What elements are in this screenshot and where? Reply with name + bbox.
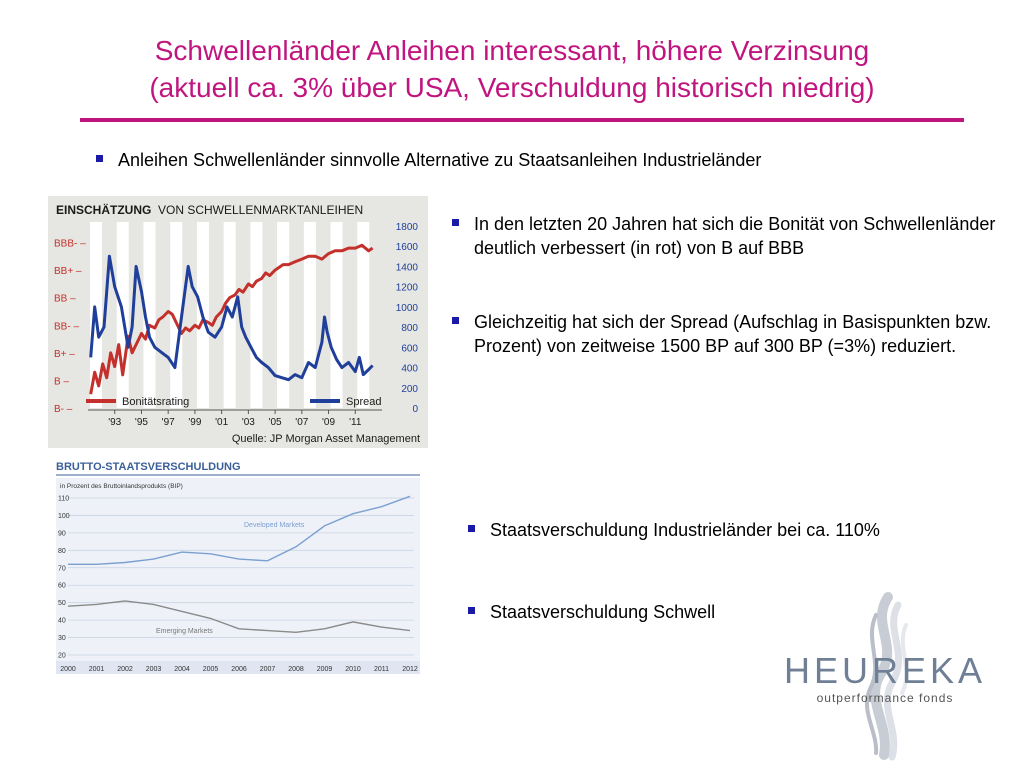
chart1-x-tick-label: '95 — [134, 417, 148, 428]
chart2-y-tick-label: 30 — [58, 635, 66, 643]
chart2-x-tick-label: 2003 — [145, 666, 162, 673]
rating-spread-chart — [48, 196, 428, 448]
chart1-right-tick-label: 800 — [401, 323, 418, 335]
chart2-x-tick-label: 2012 — [402, 666, 418, 673]
chart1-x-tick-label: '97 — [161, 417, 175, 428]
gross-debt-chart — [48, 456, 422, 678]
chart1-x-tick-label: '07 — [295, 417, 309, 428]
slide-title — [0, 32, 1024, 106]
chart1-band — [250, 222, 262, 408]
slide-title-line2: (aktuell ca. 3% über USA, Verschuldung historisch niedrig) — [149, 72, 875, 103]
chart1-title-rest: VON SCHWELLENMARKTANLEIHEN — [158, 203, 364, 217]
chart1-x-tick-label: '05 — [268, 417, 282, 428]
bullet-square-icon — [452, 219, 459, 226]
chart1-right-tick-label: 400 — [401, 363, 418, 375]
bullet-rating — [452, 212, 1002, 260]
chart2-title: BRUTTO-STAATSVERSCHULDUNG — [56, 461, 241, 473]
bullet-spread-text: Gleichzeitig hat sich der Spread (Aufschlag in Basispunkten bzw. Prozent) von zeitweise 1500 BP auf 300 BP (=3%) reduziert. — [474, 312, 992, 356]
chart2-y-tick-label: 60 — [58, 582, 66, 590]
chart1-right-tick-label: 600 — [401, 343, 418, 355]
chart1-title-bold: EINSCHÄTZUNG — [56, 203, 152, 217]
chart1-left-tick-label: BB – — [54, 293, 76, 305]
chart1-left-tick-label: BBB- – — [54, 238, 86, 250]
bullet-square-icon — [468, 607, 475, 614]
bullet-debt-emerging-text: Staatsverschuldung Schwell — [490, 602, 716, 622]
bullet-square-icon — [96, 155, 103, 162]
chart1-right-tick-label: 1400 — [395, 262, 418, 274]
chart1-right-tick-label: 1600 — [395, 242, 418, 254]
bullet-spread — [452, 310, 1002, 358]
chart1-x-tick-label: '99 — [188, 417, 202, 428]
chart1-right-tick-label: 1200 — [395, 282, 418, 294]
series-label-developed-markets: Developed Markets — [244, 522, 305, 529]
chart1-x-tick-label: '03 — [241, 417, 255, 428]
chart1-left-axis — [54, 239, 86, 415]
heureka-logo-svg — [780, 585, 990, 765]
chart1-right-tick-label: 1000 — [395, 302, 418, 314]
heureka-logo — [780, 585, 990, 765]
chart2-y-tick-label: 100 — [58, 512, 70, 520]
bullet-debt-developed-text: Staatsverschuldung Industrieländer bei ca. 110% — [490, 520, 880, 540]
chart2-x-tick-label: 2006 — [231, 666, 247, 673]
chart2-x-tick-label: 2005 — [202, 666, 219, 673]
chart2-x-axis — [56, 661, 420, 674]
rating-spread-chart-svg — [48, 196, 428, 448]
legend-label-spread: Spread — [346, 396, 382, 408]
bullet-top — [96, 148, 996, 172]
chart2-plot-bg — [56, 478, 420, 674]
chart2-x-tick-label: 2002 — [117, 666, 133, 673]
chart1-right-tick-label: 0 — [412, 404, 418, 415]
bullet-square-icon — [468, 525, 475, 532]
chart1-left-tick-label: BB+ – — [54, 266, 82, 278]
chart1-right-tick-label: 200 — [401, 383, 418, 395]
chart1-left-tick-label: B – — [54, 376, 70, 388]
chart1-x-axis — [88, 410, 382, 428]
chart2-x-tick-label: 2010 — [345, 666, 361, 673]
legend-label-bonitaetsrating: Bonitätsrating — [122, 396, 190, 408]
chart1-x-tick-label: '09 — [322, 417, 336, 428]
chart2-y-tick-label: 80 — [58, 547, 66, 555]
series-label-emerging-markets: Emerging Markets — [156, 628, 213, 635]
chart2-y-tick-label: 40 — [58, 617, 66, 625]
chart2-subtitle: in Prozent des Bruttoinlandsprodukts (BIP) — [60, 483, 183, 490]
chart2-x-tick-label: 2004 — [174, 666, 190, 673]
bullet-rating-text: In den letzten 20 Jahren hat sich die Bonität von Schwellenländer deutlich verbessert (in rot) von B auf BBB — [474, 214, 996, 258]
chart2-x-tick-label: 2000 — [60, 666, 76, 673]
logo-wordmark: HEUREKA — [783, 650, 987, 691]
chart1-x-tick-label: '01 — [215, 417, 229, 428]
chart2-y-tick-label: 90 — [58, 530, 66, 538]
bullet-debt-developed — [468, 518, 1008, 542]
chart1-x-tick-label: '11 — [349, 417, 362, 428]
chart1-left-tick-label: B- – — [54, 404, 73, 415]
title-underline — [80, 118, 964, 122]
chart2-x-tick-label: 2009 — [316, 666, 333, 673]
chart2-x-tick-label: 2008 — [288, 666, 304, 673]
chart2-y-tick-label: 70 — [58, 565, 66, 573]
chart2-y-tick-label: 110 — [58, 495, 70, 503]
slide-title-line1: Schwellenländer Anleihen interessant, höhere Verzinsung — [154, 35, 870, 66]
chart2-y-tick-label: 50 — [58, 600, 66, 608]
chart2-x-tick-label: 2011 — [373, 666, 390, 673]
chart2-y-tick-label: 20 — [58, 652, 66, 660]
chart1-source: Quelle: JP Morgan Asset Management — [231, 433, 420, 445]
chart2-x-tick-label: 2001 — [88, 666, 105, 673]
chart1-x-tick-label: '93 — [108, 417, 122, 428]
chart1-left-tick-label: BB- – — [54, 321, 80, 333]
logo-tagline: outperformance fonds — [816, 691, 954, 705]
bullet-top-text: Anleihen Schwellenländer sinnvolle Alternative zu Staatsanleihen Industrieländer — [118, 150, 762, 170]
gross-debt-chart-svg — [48, 456, 422, 678]
chart1-right-tick-label: 1800 — [395, 222, 418, 233]
chart1-band — [304, 222, 316, 408]
chart1-right-axis — [396, 222, 419, 415]
bullet-square-icon — [452, 317, 459, 324]
chart1-left-tick-label: B+ – — [54, 348, 75, 360]
chart2-x-tick-label: 2007 — [259, 666, 276, 673]
